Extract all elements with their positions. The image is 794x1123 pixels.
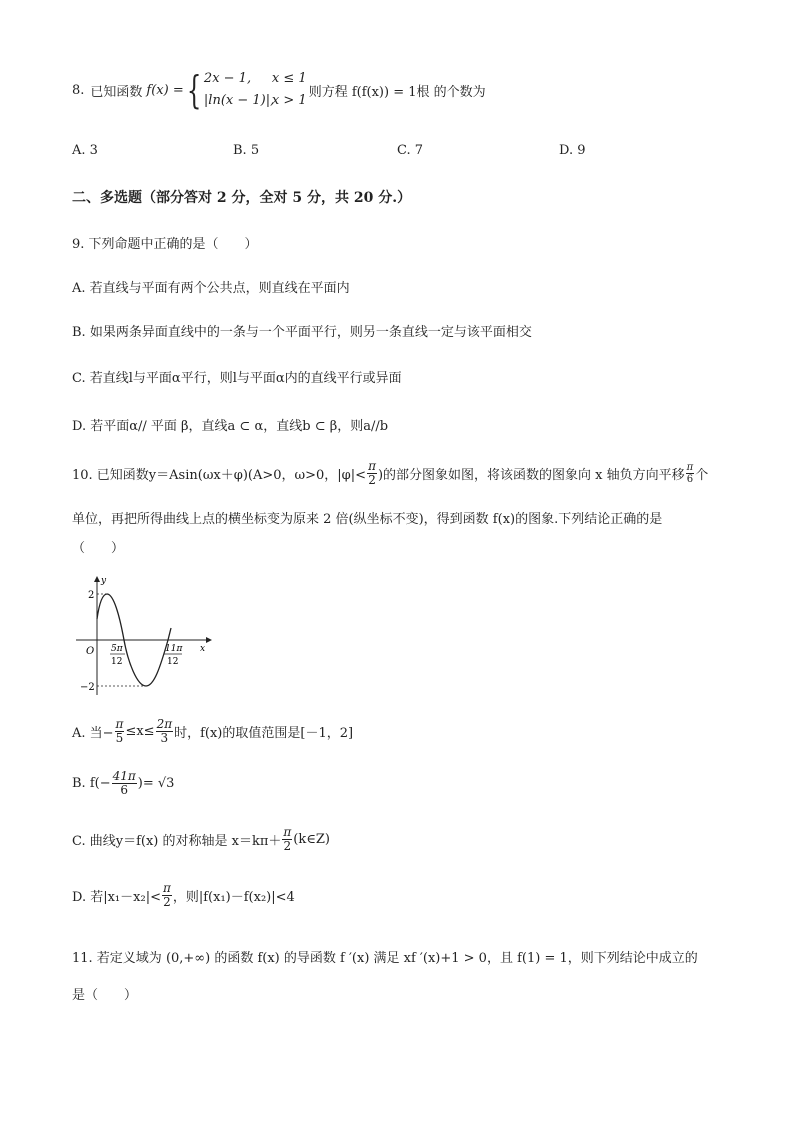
q11-line1: 11. 若定义域为 (0,+∞) 的函数 f(x) 的导函数 f ′(x) 满足 xf ′(x)+1 > 0，且 f(1) = 1，则下列结论中成立的 (72, 951, 698, 966)
q11-line2: 是（ ） (72, 988, 138, 1003)
q8-option-c: C. 7 (397, 143, 424, 158)
graph-origin: O (86, 646, 95, 657)
q9-option-c: C. 若直线l与平面α平行，则l与平面α内的直线平行或异面 (72, 371, 402, 386)
q8-option-d: D. 9 (559, 143, 586, 158)
graph-y-arrow (94, 576, 100, 582)
q10-option-b: B. f(− $\frac{41\pi}{6}$ )= √3 (72, 769, 175, 798)
q8-lead: 已知函数 (90, 84, 143, 100)
q8-piece1-expr: 2x − 1, (203, 71, 252, 86)
section-title: 二、多选题（部分答对 2 分，全对 5 分，共 20 分.） (72, 190, 412, 206)
q8-piece1-cond: x ≤ 1 (271, 71, 307, 86)
q10-a-frac2: $\frac{2\pi}{3}$ (156, 717, 173, 746)
q10-d-frac: $\frac{\pi}{2}$ (162, 881, 171, 910)
graph-y-bottom: −2 (80, 682, 95, 693)
q10-frac-pi-2: $\frac{\pi}{2}$ (368, 459, 376, 488)
q8-fx: f(x) = (146, 82, 184, 98)
q10-line1-b: )的部分图象如图，将该函数的图象向 x 轴负方向平移 (377, 468, 685, 484)
graph-y-label: y (101, 576, 107, 586)
q10-a-frac1: $\frac{\pi}{5}$ (115, 717, 124, 746)
q10-line1-a: 10. 已知函数y＝Asin(ωx＋φ)(A>0，ω>0，|φ|< (72, 468, 367, 484)
graph-tick1-num: 5π (111, 644, 123, 654)
q10-option-c: C. 曲线y＝f(x) 的对称轴是 x＝kπ＋ $\frac{\pi}{2}$ (k∈Z) (72, 825, 330, 854)
q10-option-d: D. 若|x₁－x₂|< $\frac{\pi}{2}$ ，则|f(x₁)－f(x₂)|<4 (72, 881, 295, 910)
graph-x-arrow (206, 637, 212, 643)
q10-line1-c: 个 (695, 468, 709, 484)
q8-option-a: A. 3 (72, 143, 98, 158)
graph-x-label: x (200, 644, 206, 654)
q8-number: 8. (72, 82, 85, 98)
q9-option-a: A. 若直线与平面有两个公共点，则直线在平面内 (72, 281, 350, 296)
q10-line3: （ ） (72, 541, 125, 556)
q8-stem (72, 62, 486, 118)
q8-piecewise (204, 68, 307, 112)
graph-tick2-den: 12 (167, 657, 179, 667)
q10-graph (72, 573, 217, 703)
q10-c-frac: $\frac{\pi}{2}$ (283, 825, 292, 854)
q8-tail: 则方程 f(f(x)) = 1根 的个数为 (308, 84, 486, 100)
graph-y-top: 2 (88, 590, 95, 601)
q9-option-d: D. 若平面α// 平面 β，直线a ⊂ α，直线b ⊂ β，则a//b (72, 419, 389, 434)
q10-line1 (72, 460, 708, 487)
graph-tick1-den: 12 (111, 657, 123, 667)
q8-option-b: B. 5 (233, 143, 260, 158)
q10-option-a: A. 当− $\frac{\pi}{5}$ ≤x≤ $\frac{2\pi}{3}$ 时，f(x)的取值范围是[－1，2] (72, 717, 354, 746)
graph-tick2-num: 11π (165, 644, 183, 654)
q9-option-b: B. 如果两条异面直线中的一条与一个平面平行，则另一条直线一定与该平面相交 (72, 325, 532, 340)
q8-piece2-expr: |ln(x − 1)|, (203, 93, 275, 108)
q10-b-frac: $\frac{41\pi}{6}$ (112, 769, 136, 798)
q8-piece2-cond: x > 1 (271, 93, 307, 108)
q8-brace: { (186, 68, 202, 112)
q10-line2: 单位，再把所得曲线上点的横坐标变为原来 2 倍(纵坐标不变)，得到函数 f(x)的图象.下列结论正确的是 (72, 512, 663, 527)
q10-frac-pi-6: $\frac{\pi}{6}$ (686, 462, 694, 486)
q9-stem: 9. 下列命题中正确的是（ ） (72, 237, 258, 252)
